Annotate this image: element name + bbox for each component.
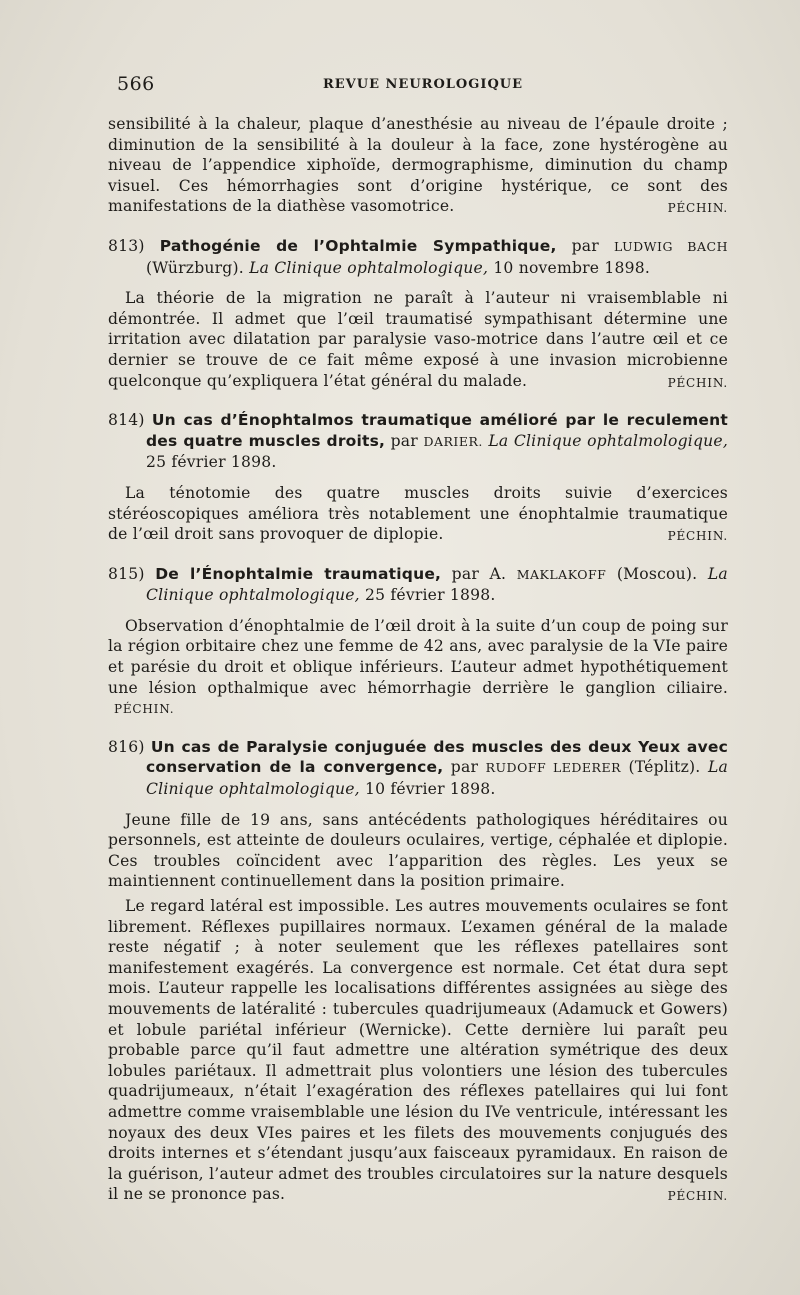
entry-body-text: Jeune fille de 19 ans, sans antécédents pathologiques héréditaires ou personnels, est atteinte de douleurs oculaires, vertige, céphalée et diplopie. Ces troubles coïncident avec l’apparition des règles. Les yeux se maintiennent continuellement dans la position primaire. xyxy=(108,810,728,891)
page-header xyxy=(117,73,729,99)
entry-body-text: La ténotomie des quatre muscles droits suivie d’exercices stéréoscopiques améliora très notablement une énophtalmie traumatique de l’œil droit sans provoquer de diplopie. xyxy=(108,483,728,544)
entry-title: De l’Énophtalmie traumatique, xyxy=(155,564,442,583)
entry-title: Un cas de Paralysie conjuguée des muscles des deux Yeux avec conservation de la convergence, xyxy=(146,737,728,777)
entry-journal: La Clinique ophtalmologique, xyxy=(146,564,728,605)
entry-author: RUDOFF LEDERER xyxy=(485,760,621,776)
entry-body xyxy=(108,810,728,892)
entry-body-continued xyxy=(108,896,728,1207)
entry-by: par A. xyxy=(451,564,507,583)
entry-author: LUDWIG BACH xyxy=(614,238,728,254)
entry-by: par xyxy=(571,236,599,255)
entry-title: Un cas d’Énophtalmos traumatique amélioré par le reculement des quatre muscles droits, xyxy=(146,411,728,450)
entry-journal: La Clinique ophtalmologique, xyxy=(146,758,728,799)
entry-number: 815) xyxy=(108,564,145,583)
entry-heading xyxy=(108,236,728,278)
entry-author: MAKLAKOFF xyxy=(516,566,607,582)
entry-body-text: Observation d’énophtalmie de l’œil droit à la suite d’un coup de poing sur la région orbitaire chez une femme de 42 ans, avec paralysie de la VIe paire et parésie du droit et oblique inférieurs. L’auteur admet hypothétiquement une lésion opthalmique avec hémorrhagie derrière le ganglion ciliaire. xyxy=(108,616,728,697)
entry-date: 10 février 1898. xyxy=(365,780,496,799)
entry-location: (Moscou). xyxy=(616,564,698,583)
entry-815 xyxy=(108,564,728,720)
entry-heading xyxy=(108,737,728,800)
entry-813 xyxy=(108,236,728,393)
entry-number: 813) xyxy=(108,236,145,255)
entry-location: (Würzburg). xyxy=(146,258,244,277)
entry-journal: La Clinique ophtalmologique, xyxy=(488,431,728,450)
signature: PÉCHIN. xyxy=(667,201,728,216)
entry-heading xyxy=(108,410,728,473)
entry-816 xyxy=(108,737,728,1207)
intro-text: sensibilité à la chaleur, plaque d’anesthésie au niveau de l’épaule droite ; diminution de la sensibilité à la douleur à la face, zone hystérogène au niveau de l’appendice xiphoïde, dermographisme, diminution du champ visuel. Ces hémorrhagies sont d’origine hystérique, ce sont des manifestations de la diathèse vasomotrice. xyxy=(108,115,728,216)
entry-body xyxy=(108,288,728,393)
entry-by: par xyxy=(450,758,479,777)
running-title: REVUE NEUROLOGIQUE xyxy=(322,77,524,92)
entry-journal: La Clinique ophtalmologique, xyxy=(249,258,489,277)
signature: PÉCHIN. xyxy=(667,1189,728,1204)
entry-body xyxy=(108,483,728,547)
entry-body xyxy=(108,616,728,720)
page-content xyxy=(108,114,728,1207)
signature: PÉCHIN. xyxy=(667,529,728,544)
entry-number: 816) xyxy=(108,737,145,756)
entry-body-text: La théorie de la migration ne paraît à l’auteur ni vraisemblable ni démontrée. Il admet que l’œil traumatisé sympathisant détermine une irritation avec dilatation par paralysie vaso-motrice dans l’autre œil et ce dernier se trouve de ce fait même exposé à une invasion microbienne quelconque qu’expliquera l’état général du malade. xyxy=(108,289,728,390)
entry-body-text: Le regard latéral est impossible. Les autres mouvements oculaires se font librement. Réflexes pupillaires normaux. L’examen général de la malade reste négatif ; à noter seulement que les réflexes patellaires sont manifestement exagérés. La convergence est normale. Cet état dura sept mois. L’auteur rappelle les localisations différentes assignées au siège des mouvements de latéralité : tubercules quadrijumeaux (Adamuck et Gowers) et lobule pariétal inférieur (Wernicke). Cette dernière lui paraît peu probable parce qu’il faut admettre une altération symétrique des deux lobules pariétaux. Il admettrait plus volontiers une lésion des tubercules quadrijumeaux, n’était l’exagération des réflexes patellaires qui lui font admettre comme vraisemblable une lésion du IVe ventricule, intéressant les noyaux des deux VIes paires et les filets des mouvements conjugués des droits internes et s’étendant jusqu’aux faisceaux pyramidaux. En raison de la guérison, l’auteur admet des troubles circulatoires sur la nature desquels il ne se prononce pas. xyxy=(108,897,728,1204)
entry-location: (Téplitz). xyxy=(628,758,701,777)
entry-date: 10 novembre 1898. xyxy=(493,258,651,277)
entry-title: Pathogénie de l’Ophtalmie Sympathique, xyxy=(159,236,557,255)
entry-date: 25 février 1898. xyxy=(146,453,277,472)
entry-author: DARIER. xyxy=(423,433,483,449)
intro-paragraph xyxy=(108,114,728,219)
entry-number: 814) xyxy=(108,411,145,430)
page-number: 566 xyxy=(117,73,155,95)
entry-by: par xyxy=(390,431,418,450)
entry-814 xyxy=(108,410,728,547)
signature: PÉCHIN. xyxy=(667,375,728,390)
entry-heading xyxy=(108,564,728,606)
entry-date: 25 février 1898. xyxy=(365,586,496,605)
signature: PÉCHIN. xyxy=(114,702,175,717)
